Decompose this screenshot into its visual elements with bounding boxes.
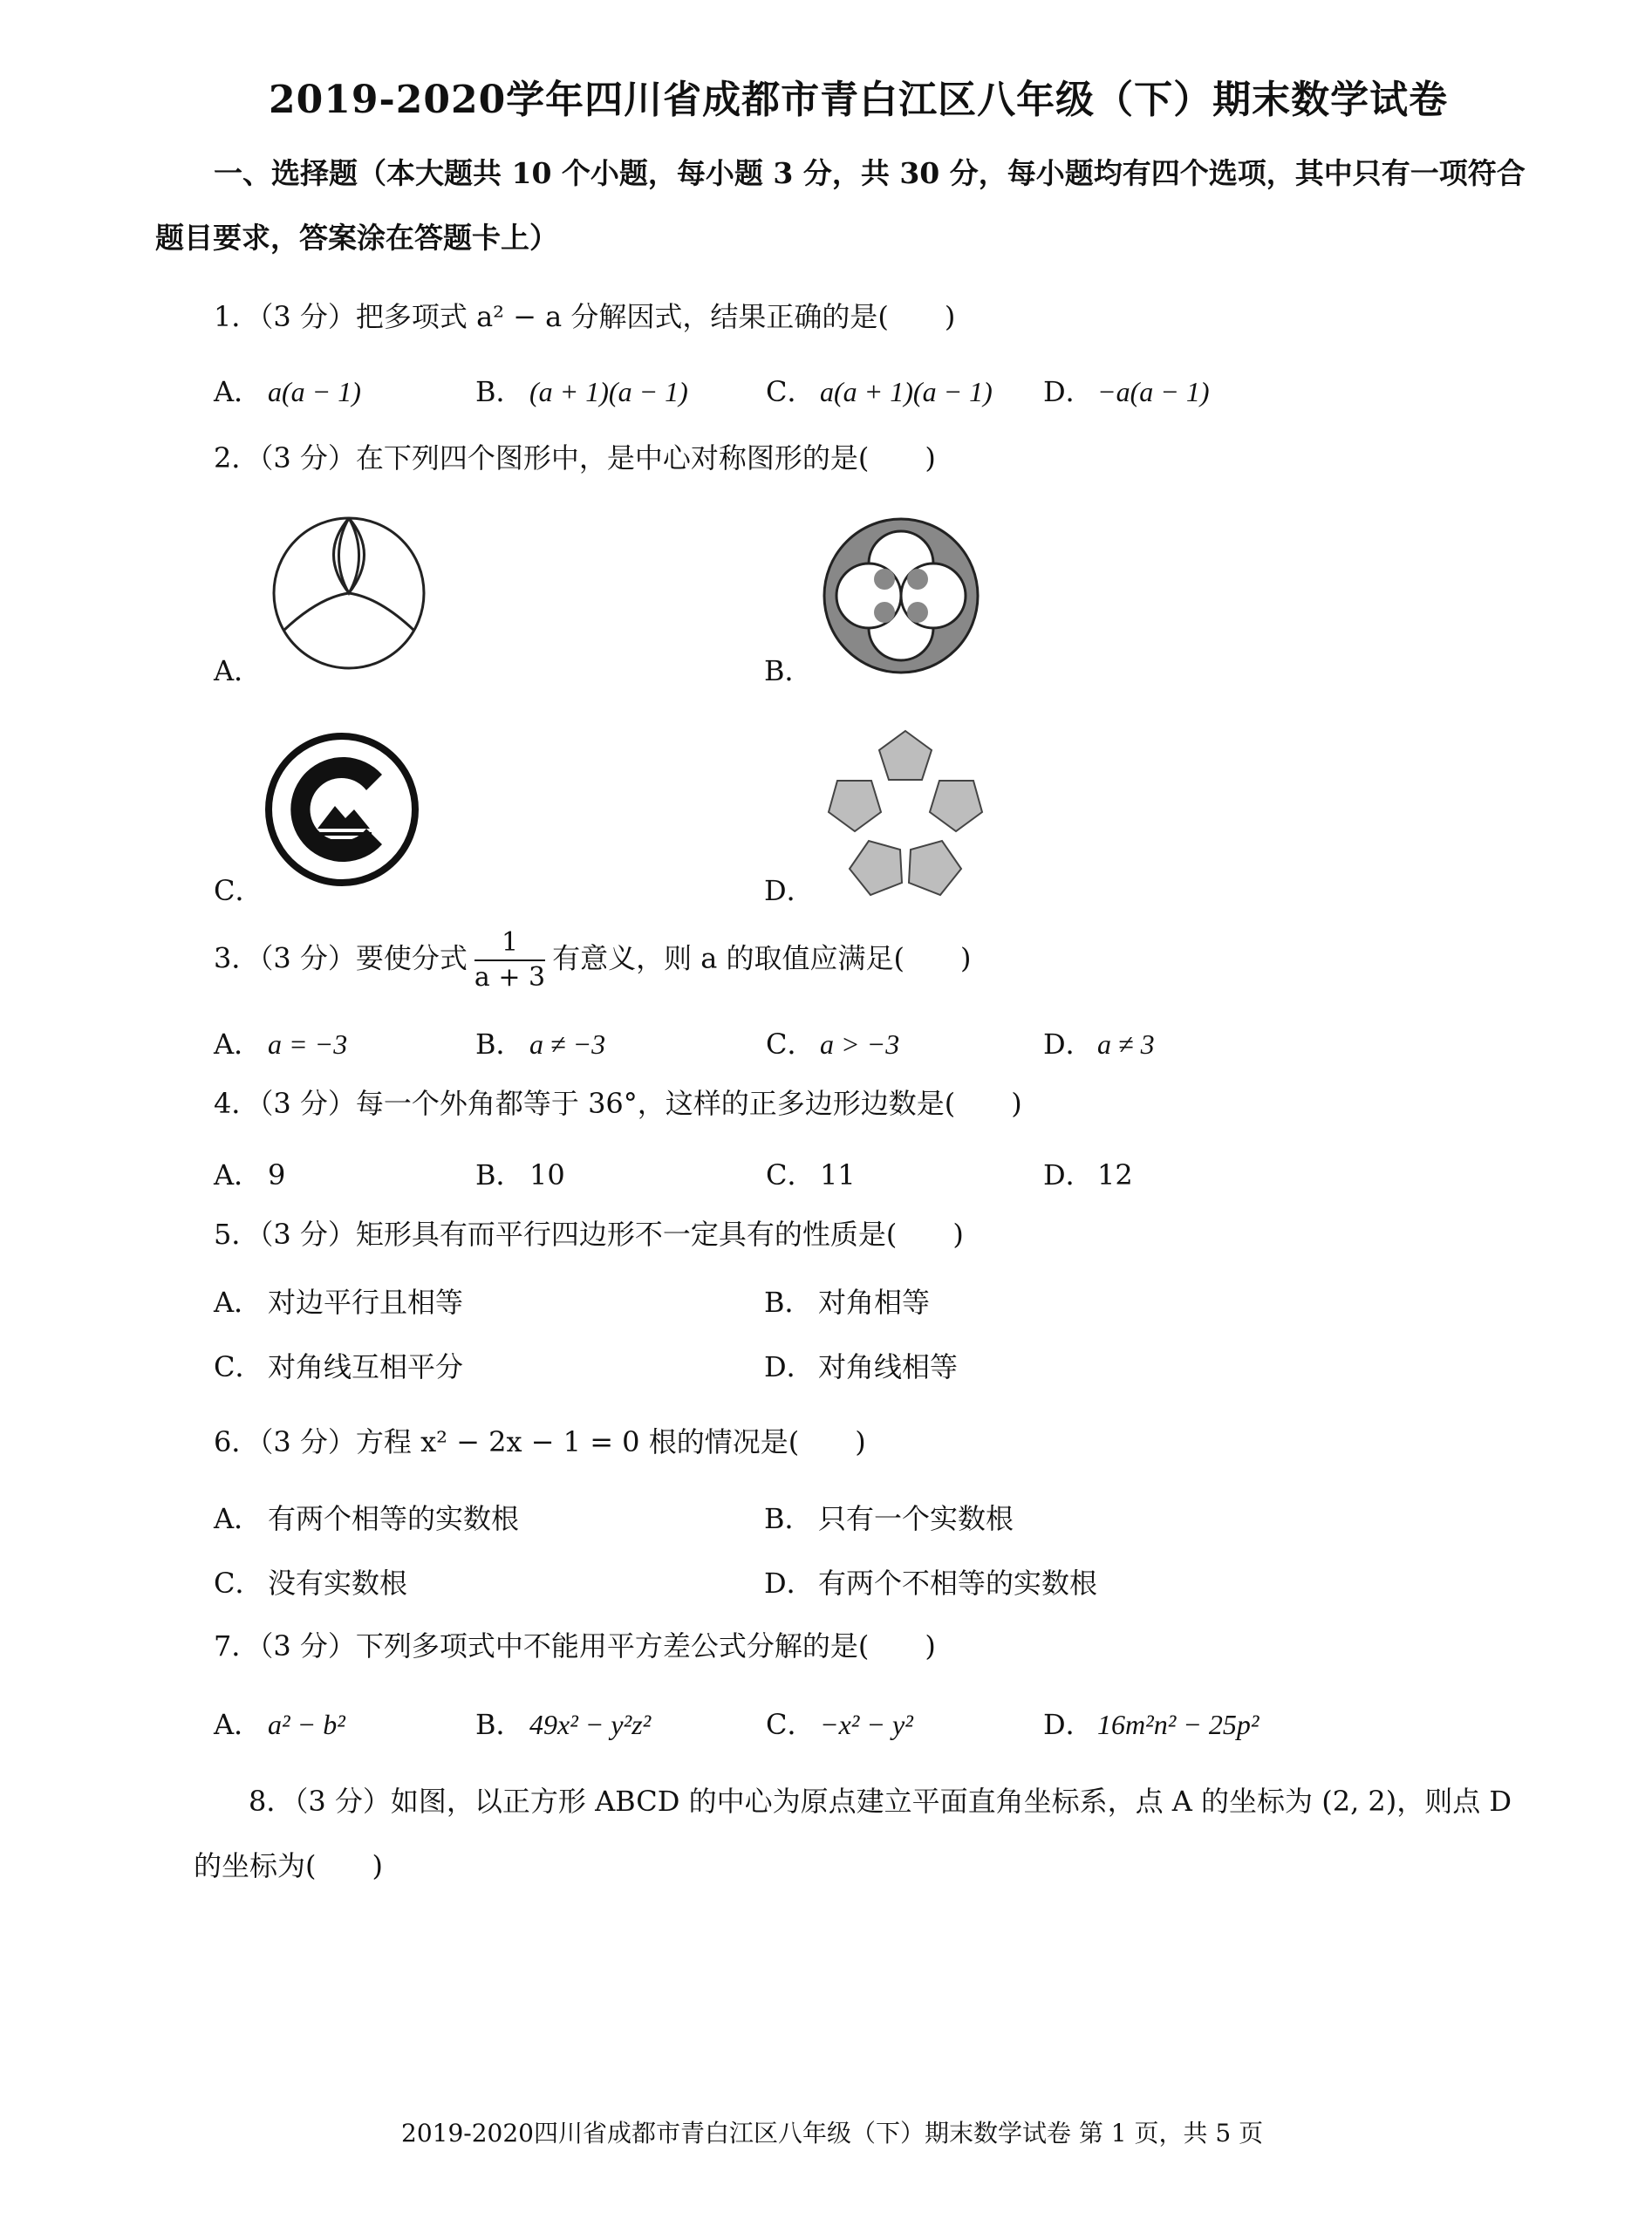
option-label: D． [1043, 1158, 1094, 1192]
option-text: 49x² − y²z² [529, 1709, 652, 1740]
option-text: 对角相等 [818, 1286, 931, 1319]
option-text: −a(a − 1) [1097, 376, 1210, 407]
page-footer: 2019-2020四川省成都市青白江区八年级（下）期末数学试卷 第 1 页，共 5 页 [401, 2119, 1264, 2148]
figure-four-circle-flower [818, 513, 984, 679]
option-text: a(a + 1)(a − 1) [820, 376, 993, 407]
option-label: C． [766, 375, 816, 408]
option-text: 对边平行且相等 [268, 1286, 464, 1319]
option-text: a ≠ 3 [1097, 1028, 1155, 1060]
question-2-option-a[interactable]: A． [214, 654, 263, 687]
question-1-option-c[interactable] [766, 370, 993, 410]
option-label: C． [214, 1567, 263, 1600]
question-2-option-c[interactable]: C． [214, 874, 263, 907]
option-text: 16m²n² − 25p² [1097, 1709, 1259, 1740]
question-1-option-d[interactable] [1043, 370, 1210, 410]
option-label: B． [475, 1708, 524, 1741]
question-8-stem-line2: 的坐标为( ) [194, 1849, 383, 1882]
fraction-numerator: 1 [474, 926, 545, 961]
option-label: D． [1043, 1028, 1094, 1061]
option-label: D． [764, 1567, 815, 1600]
question-6-stem: 6．（3 分）方程 x² − 2x − 1 = 0 根的情况是( ) [214, 1425, 866, 1458]
option-text: 对角线相等 [818, 1350, 959, 1383]
question-1-option-b[interactable] [475, 370, 688, 410]
question-2-option-d[interactable]: D． [764, 874, 815, 907]
question-4-option-c[interactable] [766, 1153, 856, 1193]
option-text: 只有一个实数根 [818, 1502, 1014, 1535]
option-label: B． [764, 1502, 813, 1535]
page-title: 2019-2020学年四川省成都市青白江区八年级（下）期末数学试卷 [269, 78, 1449, 122]
figure-three-arc-circle [266, 510, 432, 676]
question-1-stem: 1．（3 分）把多项式 a² − a 分解因式，结果正确的是( ) [214, 300, 956, 333]
option-label: C． [766, 1158, 816, 1192]
question-3-option-a[interactable] [214, 1022, 347, 1062]
question-6-option-d[interactable] [764, 1561, 1097, 1601]
question-7-option-c[interactable] [766, 1703, 913, 1743]
question-7-option-a[interactable] [214, 1703, 345, 1743]
option-text: a(a − 1) [268, 376, 361, 407]
fraction [474, 926, 545, 994]
question-1-option-a[interactable] [214, 370, 361, 410]
option-text: 没有实数根 [268, 1567, 408, 1600]
question-5-stem: 5．（3 分）矩形具有而平行四边形不一定具有的性质是( ) [214, 1218, 964, 1251]
option-label: B． [475, 1158, 524, 1192]
option-text: (a + 1)(a − 1) [529, 376, 688, 407]
question-5-option-a[interactable] [214, 1280, 463, 1321]
option-label: C． [766, 1028, 816, 1061]
question-3-option-b[interactable] [475, 1022, 605, 1062]
option-label: A． [214, 1286, 263, 1319]
option-label: A． [214, 1502, 263, 1535]
question-2-stem: 2．（3 分）在下列四个图形中，是中心对称图形的是( ) [214, 441, 936, 475]
option-text: 12 [1097, 1158, 1133, 1192]
question-4-option-b[interactable] [475, 1153, 565, 1193]
option-label: A． [214, 1028, 263, 1061]
question-2-option-b[interactable]: B． [764, 654, 813, 687]
option-label: D． [764, 1350, 815, 1383]
question-7-stem: 7．（3 分）下列多项式中不能用平方差公式分解的是( ) [214, 1629, 936, 1663]
section-header-line1: 一、选择题（本大题共 10 个小题，每小题 3 分，共 30 分，每小题均有四个选项，其中只有一项符合 [214, 156, 1526, 190]
option-label: B． [475, 375, 524, 408]
question-3-stem [214, 926, 972, 994]
question-8-stem-line1: 8．（3 分）如图，以正方形 ABCD 的中心为原点建立平面直角坐标系，点 A 的坐标为 (2, 2)，则点 D [249, 1785, 1512, 1818]
option-text: −x² − y² [820, 1709, 913, 1740]
option-label: A． [214, 1708, 263, 1741]
option-label: D． [1043, 375, 1094, 408]
option-label: C． [766, 1708, 816, 1741]
option-label: C． [214, 1350, 263, 1383]
question-3-option-d[interactable] [1043, 1022, 1155, 1062]
question-3-option-c[interactable] [766, 1022, 899, 1062]
section-header-line2: 题目要求，答案涂在答题卡上） [155, 221, 558, 255]
option-text: 有两个相等的实数根 [268, 1502, 520, 1535]
option-label: B． [764, 1286, 813, 1319]
option-text: a > −3 [820, 1028, 900, 1060]
question-5-option-d[interactable] [764, 1345, 958, 1385]
question-6-option-a[interactable] [214, 1497, 519, 1537]
option-text: 11 [820, 1158, 856, 1192]
question-4-option-a[interactable] [214, 1153, 285, 1193]
question-3-stem-after: 有意义，则 a 的取值应满足( ) [552, 941, 972, 975]
option-text: a ≠ −3 [529, 1028, 606, 1060]
question-5-option-b[interactable] [764, 1280, 930, 1321]
figure-c-mountain-logo [263, 731, 420, 888]
question-6-option-c[interactable] [214, 1561, 407, 1601]
option-text: 10 [529, 1158, 565, 1192]
question-3-stem-before: 3．（3 分）要使分式 [214, 941, 468, 975]
option-text: 9 [268, 1158, 286, 1192]
option-label: A． [214, 375, 263, 408]
figure-five-pentagon-ring [818, 726, 993, 900]
option-text: a = −3 [268, 1028, 348, 1060]
fraction-denominator: a + 3 [474, 962, 546, 993]
question-6-option-b[interactable] [764, 1497, 1014, 1537]
option-text: 对角线互相平分 [268, 1350, 464, 1383]
option-label: B． [475, 1028, 524, 1061]
question-4-stem: 4．（3 分）每一个外角都等于 36°，这样的正多边形边数是( ) [214, 1087, 1022, 1120]
question-5-option-c[interactable] [214, 1345, 463, 1385]
question-7-option-d[interactable] [1043, 1703, 1259, 1743]
option-text: 有两个不相等的实数根 [818, 1567, 1098, 1600]
option-label: A． [214, 1158, 263, 1192]
question-4-option-d[interactable] [1043, 1153, 1133, 1193]
option-text: a² − b² [268, 1709, 345, 1740]
question-7-option-b[interactable] [475, 1703, 651, 1743]
option-label: D． [1043, 1708, 1094, 1741]
